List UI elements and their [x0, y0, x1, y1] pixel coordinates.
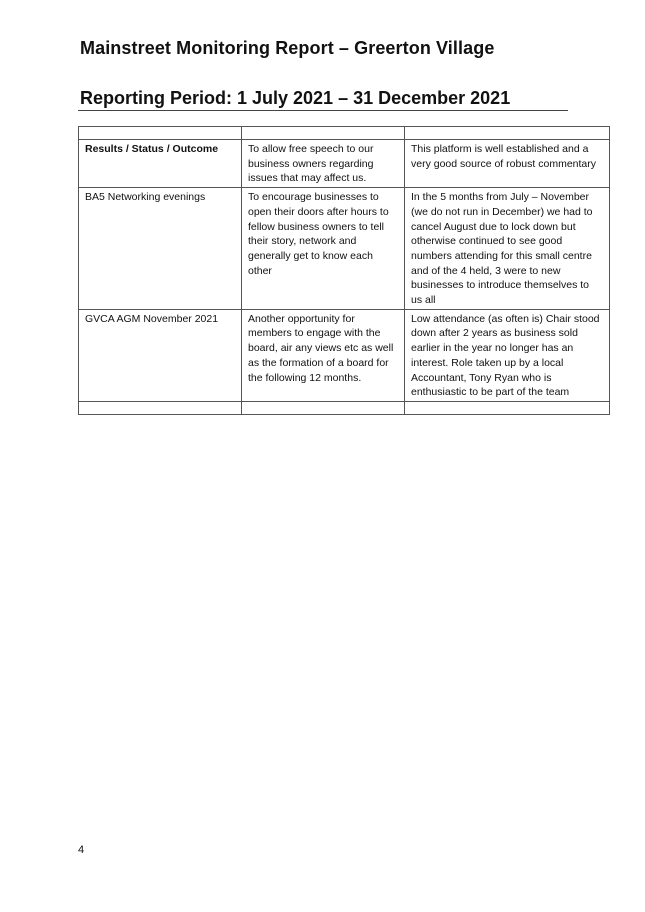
table-cell-empty	[405, 401, 610, 414]
heading-underline	[78, 110, 568, 111]
table-cell: To allow free speech to our business owners regarding issues that may affect us.	[242, 140, 405, 188]
table-cell-empty	[242, 401, 405, 414]
table-cell-outcome: In the 5 months from July – November (we do not run in December) we had to cancel August due to lock down but otherwise continued to see good numbers attending for this small centre and of the 4 held, 3 were to new businesses to introduce themselves to us all	[405, 188, 610, 310]
table-cell-purpose: Another opportunity for members to engage with the board, air any views etc as well as the formation of a board for the following 12 months.	[242, 309, 405, 401]
table-cell-empty	[242, 127, 405, 140]
table-cell-purpose: To encourage businesses to open their doors after hours to fellow business owners to tell their story, network and generally get to know each other	[242, 188, 405, 310]
table-cell-activity: GVCA AGM November 2021	[79, 309, 242, 401]
monitoring-table	[78, 126, 610, 415]
table-cell-empty	[79, 401, 242, 414]
table-empty-row-top	[79, 127, 610, 140]
table-cell-empty	[405, 127, 610, 140]
table-empty-row-bottom	[79, 401, 610, 414]
table-cell-activity: BA5 Networking evenings	[79, 188, 242, 310]
table-cell: This platform is well established and a very good source of robust commentary	[405, 140, 610, 188]
table-cell-outcome: Low attendance (as often is) Chair stood down after 2 years as business sold earlier in the year no longer has an interest. Role taken up by a local Accountant, Tony Ryan who is enthusiastic to be part of the team	[405, 309, 610, 401]
results-status-outcome-label: Results / Status / Outcome	[79, 140, 242, 188]
table-row	[79, 309, 610, 401]
table-cell-empty	[79, 127, 242, 140]
table-row-header	[79, 140, 610, 188]
document-title: Mainstreet Monitoring Report – Greerton Village	[80, 38, 495, 58]
page-number: 4	[78, 844, 85, 856]
reporting-period-heading: Reporting Period: 1 July 2021 – 31 December 2021	[80, 88, 511, 108]
table-row	[79, 188, 610, 310]
